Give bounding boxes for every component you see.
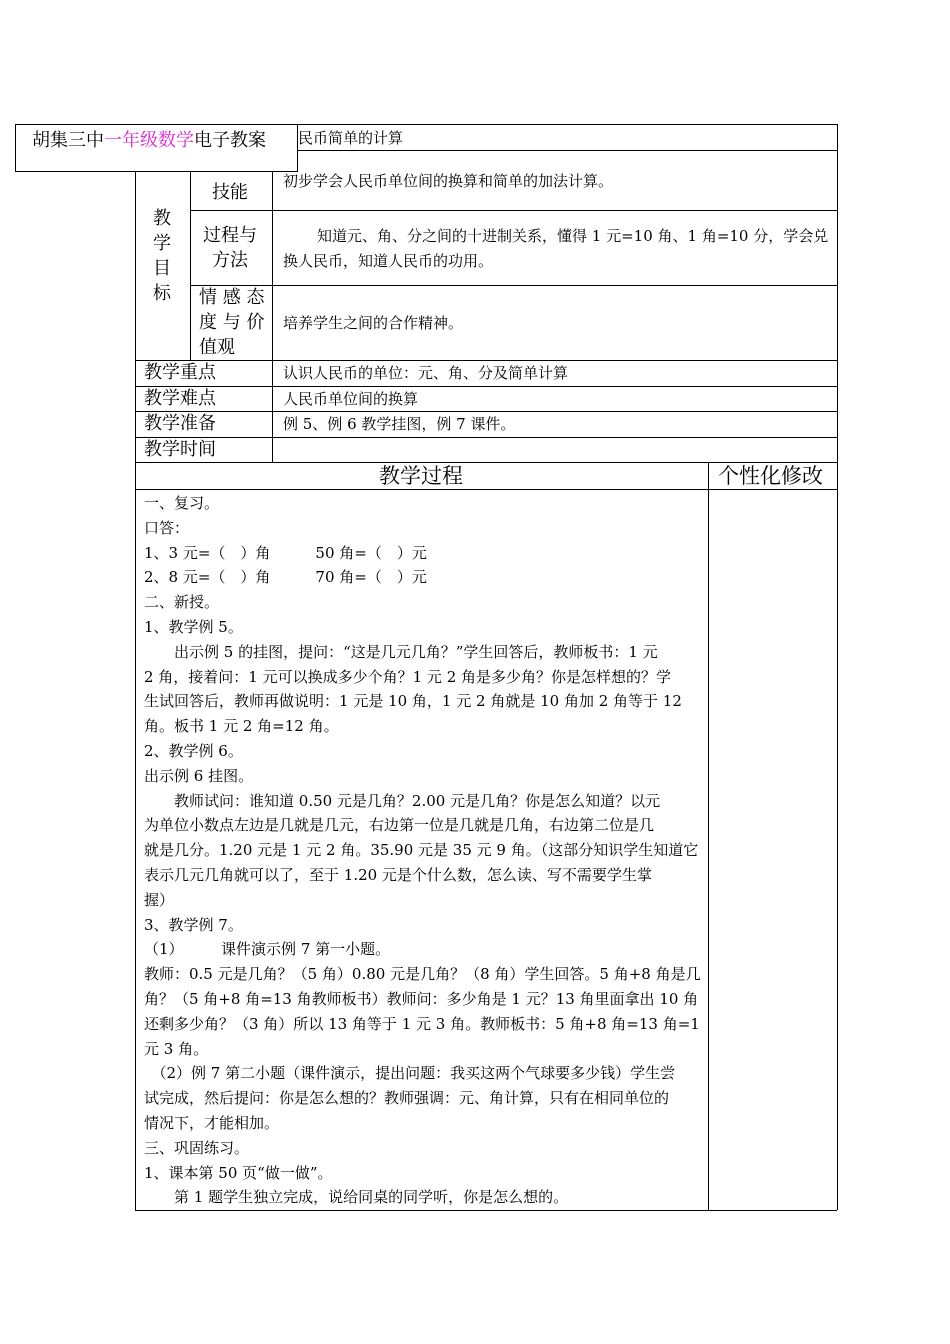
table-line	[135, 386, 837, 387]
emotion-label: 值观	[199, 337, 235, 358]
table-line	[135, 411, 837, 412]
table-line	[190, 285, 837, 286]
table-line	[190, 210, 837, 211]
row-label: 教学准备	[144, 413, 216, 434]
lesson-topic: 民币简单的计算	[298, 129, 404, 147]
emotion-label: 情 感 态	[199, 287, 265, 308]
goals-label-char: 教	[153, 208, 171, 229]
body-line: （1） 课件演示例 7 第一小题。	[144, 940, 391, 959]
table-line	[708, 462, 709, 1210]
body-line: 角。板书 1 元 2 角=12 角。	[144, 717, 339, 736]
body-line: 角？（5 角+8 角=13 角教师板书）教师问：多少角是 1 元？13 角里面拿出 10 角	[144, 989, 699, 1008]
table-border-bottom	[135, 1210, 837, 1211]
body-line: 试完成，然后提问：你是怎么想的？教师强调：元、角计算，只有在相同单位的	[144, 1089, 670, 1108]
process-header: 教学过程	[379, 464, 463, 488]
goals-label-char: 目	[153, 258, 171, 279]
body-line: 1、课本第 50 页“做一做”。	[144, 1163, 333, 1182]
lesson-body	[144, 491, 701, 1210]
table-line	[135, 437, 837, 438]
body-line: 教师试问：谁知道 0.50 元是几角？2.00 元是几角？你是怎么知道？以元	[144, 791, 661, 810]
body-line: 三、巩固练习。	[144, 1138, 250, 1157]
table-line	[135, 360, 837, 361]
row-value: 认识人民币的单位：元、角、分及简单计算	[283, 364, 569, 382]
header-banner	[15, 124, 298, 172]
row-label: 教学时间	[144, 439, 216, 460]
row-value: 例 5、例 6 教学挂图，例 7 课件。	[283, 415, 516, 433]
body-line: 元 3 角。	[144, 1039, 209, 1058]
table-border-right	[837, 124, 838, 1210]
body-line: 表示几元几角就可以了，至于 1.20 元是个什么数，怎么读、写不需要学生掌	[144, 865, 652, 884]
body-line: 就是几分。1.20 元是 1 元 2 角。35.90 元是 35 元 9 角。（这部分知识学生知道它	[144, 841, 699, 860]
emotion-text: 培养学生之间的合作精神。	[283, 314, 464, 332]
knowledge-label: 技能	[212, 182, 248, 203]
body-line: 情况下，才能相加。	[144, 1113, 280, 1132]
table-line	[272, 124, 273, 462]
body-line: 第 1 题学生独立完成，说给同桌的同学听，你是怎么想的。	[144, 1188, 569, 1207]
process-text: 换人民币，知道人民币的功用。	[283, 252, 494, 270]
knowledge-text: 初步学会人民币单位间的换算和简单的加法计算。	[283, 172, 614, 190]
emotion-label: 度 与 价	[199, 312, 265, 333]
body-line: 口答：	[144, 518, 190, 537]
body-line: 为单位小数点左边是几就是几元，右边第一位是几就是几角，右边第二位是几	[144, 816, 655, 835]
table-line	[190, 150, 191, 360]
process-label: 过程与	[203, 225, 257, 246]
body-line: 二、新授。	[144, 593, 220, 612]
banner-grade-subject: 一年级数学	[104, 130, 194, 151]
body-line: 2 角，接着问：1 元可以换成多少个角？1 元 2 角是多少角？你是怎样想的？学	[144, 667, 672, 686]
body-line: 握）	[144, 890, 175, 909]
goals-label-char: 标	[153, 283, 171, 304]
body-line: 出示例 6 挂图。	[144, 766, 254, 785]
row-value: 人民币单位间的换算	[283, 390, 419, 408]
table-line	[272, 150, 837, 151]
body-line: 1、教学例 5。	[144, 617, 243, 636]
banner-school: 胡集三中	[32, 130, 104, 151]
body-line: 一、复习。	[144, 494, 220, 512]
goals-label-char: 学	[153, 233, 171, 254]
body-line: 还剩多少角？（3 角）所以 13 角等于 1 元 3 角。教师板书：5 角+8 角=13 角=1	[144, 1014, 700, 1033]
body-line: 3、教学例 7。	[144, 915, 243, 934]
process-label: 方法	[212, 250, 248, 271]
table-border-left	[135, 124, 136, 1210]
revise-header: 个性化修改	[718, 464, 823, 488]
body-line: 出示例 5 的挂图，提问：“这是几元几角？”学生回答后，教师板书：1 元	[144, 642, 658, 661]
body-line: （2）例 7 第二小题（课件演示，提出问题：我买这两个气球要多少钱）学生尝	[144, 1064, 676, 1083]
row-label: 教学重点	[144, 362, 216, 383]
body-line: 生试回答后，教师再做说明：1 元是 10 角，1 元 2 角就是 10 角加 2 角等于 12	[144, 692, 682, 711]
banner-suffix: 电子教案	[194, 130, 266, 151]
body-line: 2、8 元=（ ）角 70 角=（ ）元	[144, 568, 427, 587]
process-text: 知道元、角、分之间的十进制关系，懂得 1 元=10 角、1 角=10 分，学会兑	[317, 227, 829, 245]
body-line: 1、3 元=（ ）角 50 角=（ ）元	[144, 543, 427, 562]
row-label: 教学难点	[144, 388, 216, 409]
body-line: 2、教学例 6。	[144, 741, 243, 760]
table-line	[135, 489, 837, 490]
body-line: 教师：0.5 元是几角？（5 角）0.80 元是几角？（8 角）学生回答。5 角+8 角是几	[144, 965, 701, 984]
